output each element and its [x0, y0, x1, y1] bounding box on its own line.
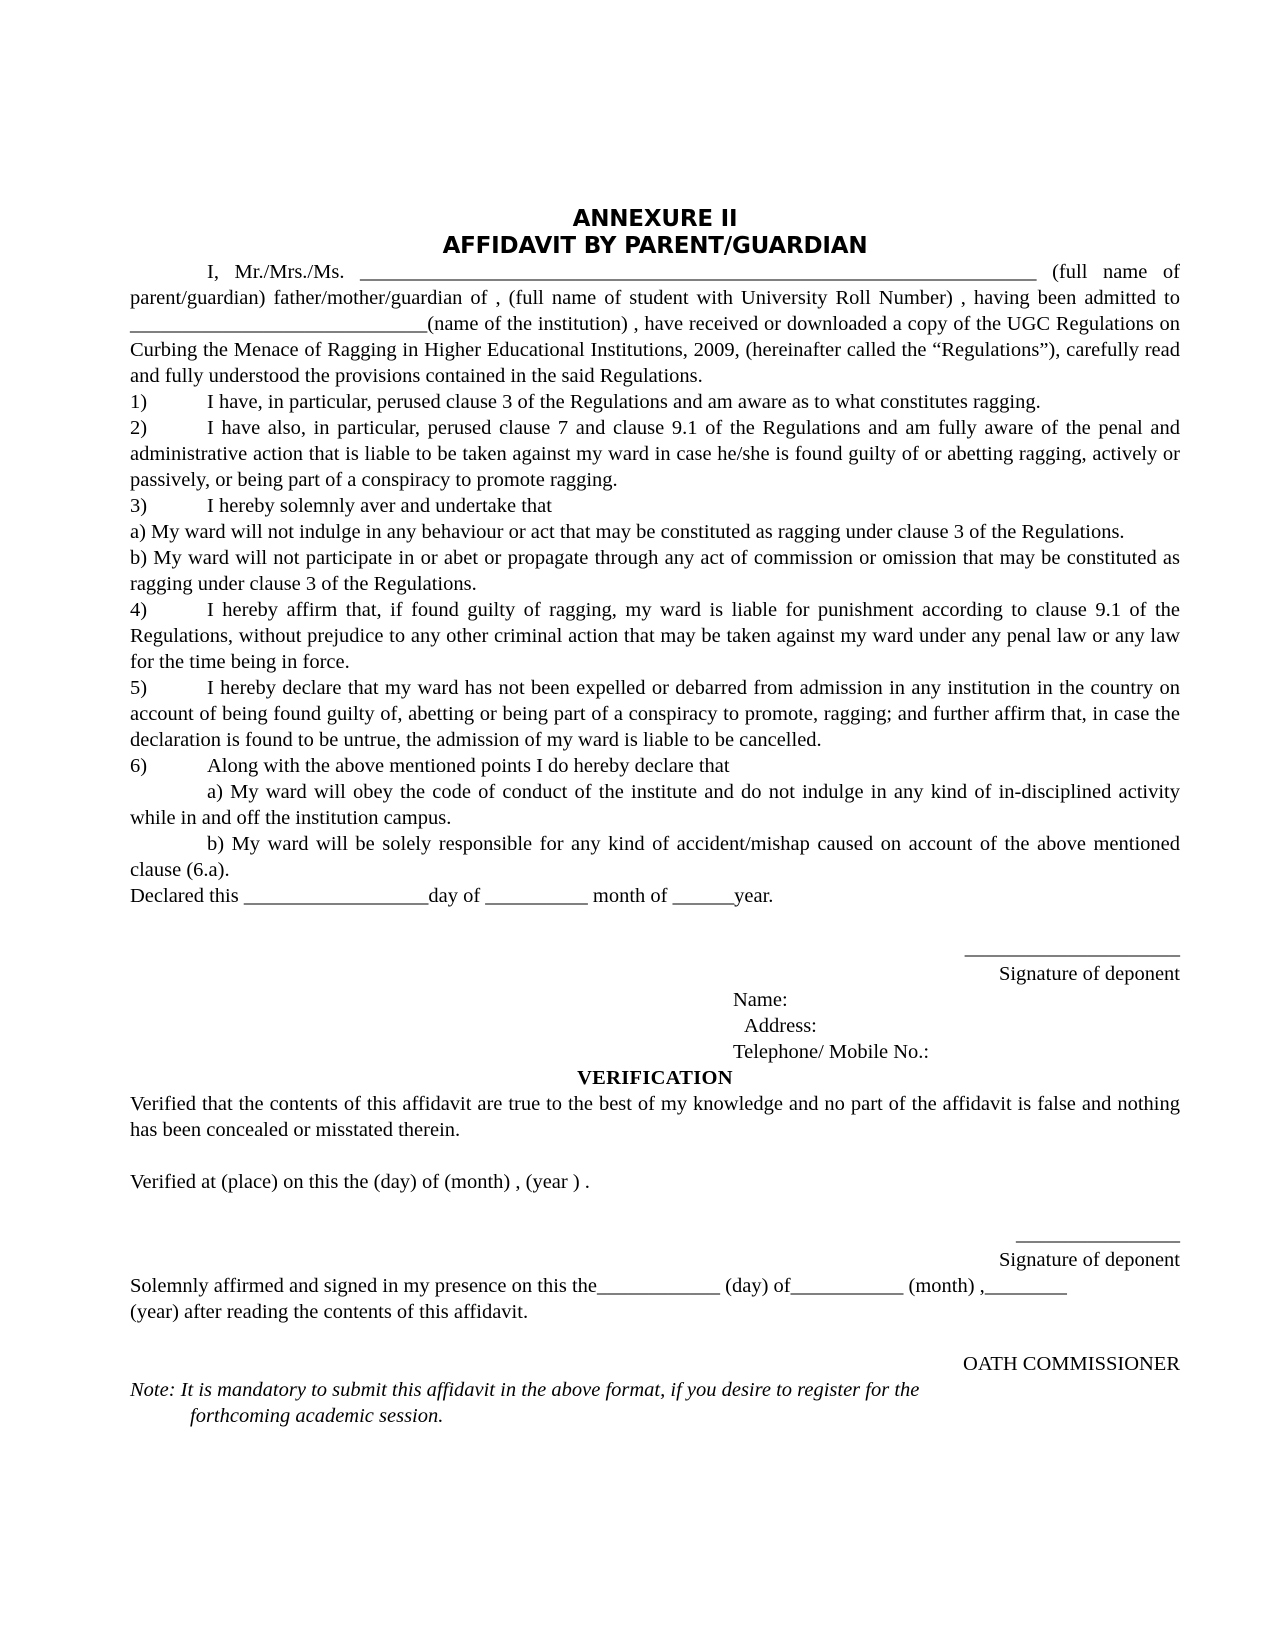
annexure-label: ANNEXURE II	[572, 206, 738, 232]
clause-number: 1)	[130, 391, 148, 413]
document-header	[130, 206, 1180, 259]
clause-number: 4)	[130, 599, 148, 621]
declared-year-label: year.	[734, 885, 774, 907]
contact-phone-label: Telephone/ Mobile No.:	[733, 1041, 930, 1063]
verification-text: Verified that the contents of this affidavit are true to the best of my knowledge and no part of the affidavit is false and nothing has been concealed or misstated therein.	[130, 1093, 1180, 1141]
clause-number: 5)	[130, 677, 148, 699]
note-line-2: forthcoming academic session.	[190, 1405, 444, 1427]
institution-name-blank[interactable]: _____________________________	[130, 313, 428, 335]
clause-number: 2)	[130, 417, 148, 439]
signature-line-1[interactable]	[130, 935, 1180, 961]
clause-4	[130, 597, 1180, 675]
affirmed-paragraph	[130, 1273, 1180, 1325]
oath-commissioner-label: OATH COMMISSIONER	[963, 1353, 1180, 1375]
clause-text: I hereby solemnly aver and undertake that	[207, 495, 552, 517]
clause-6a: a) My ward will obey the code of conduct of the institute and do not indulge in any kind of in-disciplined activity while in and off the institution campus.	[130, 781, 1180, 829]
clause-3b: b) My ward will not participate in or abet or propagate through any act of commission or omission that may be constituted as ragging under clause 3 of the Regulations.	[130, 547, 1180, 595]
clause-3a: a) My ward will not indulge in any behaviour or act that may be constituted as ragging under clause 3 of the Regulations.	[130, 521, 1125, 543]
clause-text: I hereby declare that my ward has not been expelled or debarred from admission in any institution in the country on account of being found guilty of, abetting or being part of a conspiracy to promote, ragging; and further affirm that, in case the declaration is found to be untrue, the admission of my ward is liable to be cancelled.	[130, 677, 1180, 751]
affirmed-day-label: (day) of	[720, 1275, 791, 1297]
intro-paragraph	[130, 259, 1180, 389]
clause-text: I hereby affirm that, if found guilty of ragging, my ward is liable for punishment according to clause 9.1 of the Regulations, without prejudice to any other criminal action that may be taken against my ward under any penal law or any law for the time being in force.	[130, 599, 1180, 673]
intro-prefix: I, Mr./Mrs./Ms.	[207, 261, 361, 283]
clause-number: 6)	[130, 755, 148, 777]
clause-6b: b) My ward will be solely responsible for any kind of accident/mishap caused on account of the above mentioned clause (6.a).	[130, 833, 1180, 881]
clause-5	[130, 675, 1180, 753]
contact-address-label: Address:	[744, 1015, 817, 1037]
spacer	[130, 909, 1180, 935]
clause-text: Along with the above mentioned points I do hereby declare that	[207, 755, 730, 777]
contact-name-label: Name:	[733, 989, 788, 1011]
clause-2	[130, 415, 1180, 493]
declared-month-blank[interactable]: __________	[485, 885, 588, 907]
declared-day-blank[interactable]: __________________	[243, 885, 429, 907]
signature-label-2: Signature of deponent	[998, 1249, 1180, 1271]
clause-6	[130, 753, 1180, 779]
intro-text-1: (full name of parent/guardian) father/mother/guardian of , (full name of student with University Roll Number) , having been admitted to	[130, 261, 1181, 309]
affidavit-page	[130, 206, 1180, 1429]
clause-1	[130, 389, 1180, 415]
parent-name-blank[interactable]: __________________________________________________________________	[360, 261, 1037, 283]
intro-text-2: (name of the institution) , have received or downloaded a copy of the UGC Regulations on Curbing the Menace of Ragging in Higher Educational Institutions, 2009, (hereinafter called the “Regulations”), carefully read and fully understood the provisions contained in the said Regulations.	[130, 313, 1180, 387]
declared-line	[130, 883, 1180, 909]
deponent-contact	[130, 987, 1180, 1065]
spacer	[130, 1325, 1180, 1351]
signature-blank[interactable]: _____________________	[964, 937, 1180, 959]
affirmed-suffix: (year) after reading the contents of this affidavit.	[130, 1301, 529, 1323]
spacer	[130, 1143, 1180, 1169]
note-line-1: Note: It is mandatory to submit this affidavit in the above format, if you desire to register for the	[130, 1379, 920, 1401]
affirmed-month-blank[interactable]: ___________	[790, 1275, 904, 1297]
signature-label-1: Signature of deponent	[998, 963, 1180, 985]
clause-3	[130, 493, 1180, 519]
declared-prefix: Declared this	[130, 885, 244, 907]
affirmed-day-blank[interactable]: ____________	[597, 1275, 721, 1297]
spacer	[130, 1195, 1180, 1221]
clause-text: I have also, in particular, perused clause 7 and clause 9.1 of the Regulations and am fully aware of the penal and administrative action that is liable to be taken against my ward in case he/she is found guilty of or abetting ragging, actively or passively, or being part of a conspiracy to promote ragging.	[130, 417, 1180, 491]
declared-year-blank[interactable]: ______	[672, 885, 735, 907]
document-title: AFFIDAVIT BY PARENT/GUARDIAN	[442, 232, 868, 259]
signature-blank[interactable]: ________________	[1016, 1223, 1180, 1245]
declared-day-label: day of	[428, 885, 486, 907]
clause-text: I have, in particular, perused clause 3 of the Regulations and am aware as to what constitutes ragging.	[207, 391, 1041, 413]
verification-place-line: Verified at (place) on this the (day) of (month) , (year ) .	[130, 1171, 590, 1193]
affirmed-prefix: Solemnly affirmed and signed in my presence on this the	[130, 1275, 598, 1297]
affirmed-month-label: (month) ,	[903, 1275, 985, 1297]
submission-note	[130, 1377, 1180, 1429]
clause-number: 3)	[130, 495, 148, 517]
verification-heading: VERIFICATION	[577, 1067, 733, 1089]
declared-month-label: month of	[587, 885, 673, 907]
signature-line-2[interactable]	[130, 1221, 1180, 1247]
affirmed-year-blank[interactable]: ________	[984, 1275, 1067, 1297]
